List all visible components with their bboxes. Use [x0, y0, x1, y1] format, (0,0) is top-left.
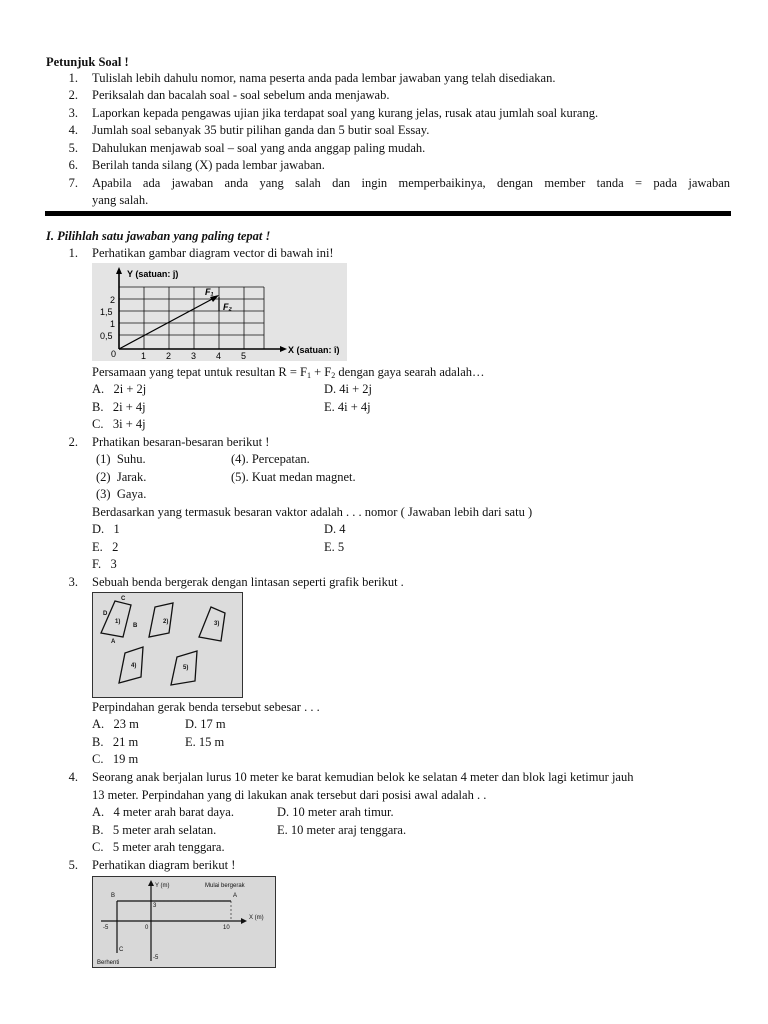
- point-c-label: C: [119, 947, 124, 953]
- instruction-item-continued: yang salah.: [92, 193, 149, 207]
- option-c[interactable]: C. 3i + 4j: [92, 417, 146, 431]
- vector-diagram-figure: [92, 263, 347, 361]
- option-e[interactable]: E. 4i + 4j: [324, 400, 371, 414]
- instructions-title: Petunjuk Soal !: [46, 55, 129, 69]
- vector-diagram-svg: [92, 263, 347, 361]
- vector-label: B: [133, 623, 138, 629]
- option-a[interactable]: A. 4 meter arah barat daya.: [92, 805, 234, 819]
- question-text: Perhatikan gambar diagram vector di bawah ini!: [92, 246, 334, 260]
- x-tick-label: 1: [141, 351, 147, 361]
- option-e[interactable]: E. 2: [92, 540, 119, 554]
- vector-label: A: [111, 639, 116, 645]
- option-d[interactable]: D. 10 meter arah timur.: [277, 805, 394, 819]
- instruction-item: Jumlah soal sebanyak 35 butir pilihan ganda dan 5 butir soal Essay.: [92, 123, 430, 137]
- option-d[interactable]: D. 17 m: [185, 717, 226, 731]
- tick-label: 3: [153, 903, 157, 909]
- option-f[interactable]: F. 3: [92, 557, 117, 571]
- grid-lines: [119, 287, 264, 349]
- tick-label: -5: [103, 925, 109, 931]
- x-tick-label: 5: [241, 351, 247, 361]
- path-diagram-svg: [93, 593, 242, 697]
- vector-label: D: [103, 611, 108, 617]
- y-tick-label: 1,5: [100, 307, 113, 317]
- option-a[interactable]: A. 2i + 2j: [92, 382, 147, 396]
- start-label: Mulai bergerak: [205, 883, 245, 889]
- point-a-label: A: [233, 893, 238, 899]
- option-e-alt[interactable]: E. 5: [324, 540, 345, 554]
- question-stem: Perpindahan gerak benda tersebut sebesar . . .: [92, 700, 320, 714]
- instruction-number: 7.: [68, 176, 78, 190]
- f2-label: F₂: [223, 302, 232, 312]
- motion-diagram-svg: [93, 877, 275, 967]
- list-item: (1) Suhu.: [96, 452, 146, 466]
- option-c[interactable]: C. 5 meter arah tenggara.: [92, 840, 225, 854]
- list-item: (3) Gaya.: [96, 487, 147, 501]
- y-tick-label: 0,5: [100, 331, 113, 341]
- question-text: Sebuah benda bergerak dengan lintasan seperti grafik berikut .: [92, 575, 404, 589]
- question-text: Perhatikan diagram berikut !: [92, 858, 236, 872]
- option-e[interactable]: E. 10 meter araj tenggara.: [277, 823, 407, 837]
- question-text-continued: 13 meter. Perpindahan yang di lakukan anak tersebut dari posisi awal adalah . .: [92, 788, 487, 802]
- section-title: I. Pilihlah satu jawaban yang paling tepat !: [46, 229, 271, 243]
- instruction-item: Dahulukan menjawab soal – soal yang anda anggap paling mudah.: [92, 141, 426, 155]
- path-label: 4): [131, 663, 137, 669]
- question-number: 3.: [68, 575, 78, 589]
- instruction-item: Berilah tanda silang (X) pada lembar jawaban.: [92, 158, 325, 172]
- option-b[interactable]: B. 2i + 4j: [92, 400, 146, 414]
- y-axis-arrow: [116, 267, 122, 274]
- tick-label: 0: [145, 925, 149, 931]
- list-item: (4). Percepatan.: [231, 452, 310, 466]
- list-item: (5). Kuat medan magnet.: [231, 470, 356, 484]
- question-stem: Berdasarkan yang termasuk besaran vaktor adalah . . . nomor ( Jawaban lebih dari satu ): [92, 505, 533, 519]
- instruction-item: Apabila ada jawaban anda yang salah dan ingin memperbaikinya, dengan member tanda = pada jawaban: [92, 176, 730, 190]
- question-stem: Persamaan yang tepat untuk resultan $R = F_1 + F_2$ dengan gaya searah adalah…: [92, 365, 485, 380]
- vector-label: C: [121, 596, 126, 602]
- option-d[interactable]: D. 1: [92, 522, 120, 536]
- question-text: Prhatikan besaran-besaran berikut !: [92, 435, 270, 449]
- question-number: 5.: [68, 858, 78, 872]
- axes: [119, 271, 282, 349]
- y-axis-arrow: [148, 880, 154, 886]
- tick-label: 10: [223, 925, 230, 931]
- instruction-number: 5.: [68, 141, 78, 155]
- motion-path: [117, 901, 231, 953]
- x-axis-label: X (m): [249, 915, 264, 921]
- instruction-item: Periksalah dan bacalah soal - soal sebelum anda menjawab.: [92, 88, 390, 102]
- instruction-number: 6.: [68, 158, 78, 172]
- option-b[interactable]: B. 5 meter arah selatan.: [92, 823, 217, 837]
- instruction-number: 3.: [68, 106, 78, 120]
- x-axis-arrow: [280, 346, 287, 352]
- instruction-number: 4.: [68, 123, 78, 137]
- x-axis-label: X (satuan: î): [288, 345, 340, 355]
- list-item: (2) Jarak.: [96, 470, 147, 484]
- option-a[interactable]: A. 23 m: [92, 717, 139, 731]
- y-axis-label: Y (satuan: ĵ): [127, 269, 179, 279]
- path-label: 2): [163, 619, 169, 625]
- path-diagram-figure: [92, 592, 243, 698]
- question-number: 4.: [68, 770, 78, 784]
- question-number: 1.: [68, 246, 78, 260]
- instruction-item: Tulislah lebih dahulu nomor, nama peserta anda pada lembar jawaban yang telah disediakan.: [92, 71, 556, 85]
- y-tick-label: 2: [110, 295, 116, 305]
- path-label: 5): [183, 665, 189, 671]
- paths: [101, 601, 225, 685]
- x-axis-arrow: [241, 918, 247, 924]
- x-tick-label: 3: [191, 351, 197, 361]
- instruction-item: Laporkan kepada pengawas ujian jika terdapat soal yang kurang jelas, rusak atau jumlah soal kurang.: [92, 106, 599, 120]
- x-tick-label: 0: [111, 349, 117, 359]
- option-e[interactable]: E. 15 m: [185, 735, 225, 749]
- option-c[interactable]: C. 19 m: [92, 752, 139, 766]
- end-label: Berhenti: [97, 960, 120, 966]
- point-b-label: B: [111, 893, 116, 899]
- path-label: 3): [214, 621, 220, 627]
- path-label: 1): [115, 619, 121, 625]
- f1-label: F₁: [205, 287, 214, 297]
- question-number: 2.: [68, 435, 78, 449]
- question-text: Seorang anak berjalan lurus 10 meter ke barat kemudian belok ke selatan 4 meter dan blok lagi ketimur jauh: [92, 770, 634, 784]
- option-d-alt[interactable]: D. 4: [324, 522, 346, 536]
- option-b[interactable]: B. 21 m: [92, 735, 139, 749]
- motion-diagram-figure: [92, 876, 276, 968]
- x-tick-label: 2: [166, 351, 172, 361]
- instruction-number: 2.: [68, 88, 78, 102]
- tick-label: -5: [153, 955, 159, 961]
- y-axis-label: Y (m): [155, 883, 170, 889]
- option-d[interactable]: D. 4i + 2j: [324, 382, 373, 396]
- y-tick-label: 1: [110, 319, 116, 329]
- x-tick-label: 4: [216, 351, 222, 361]
- instruction-number: 1.: [68, 71, 78, 85]
- section-divider: [45, 211, 731, 216]
